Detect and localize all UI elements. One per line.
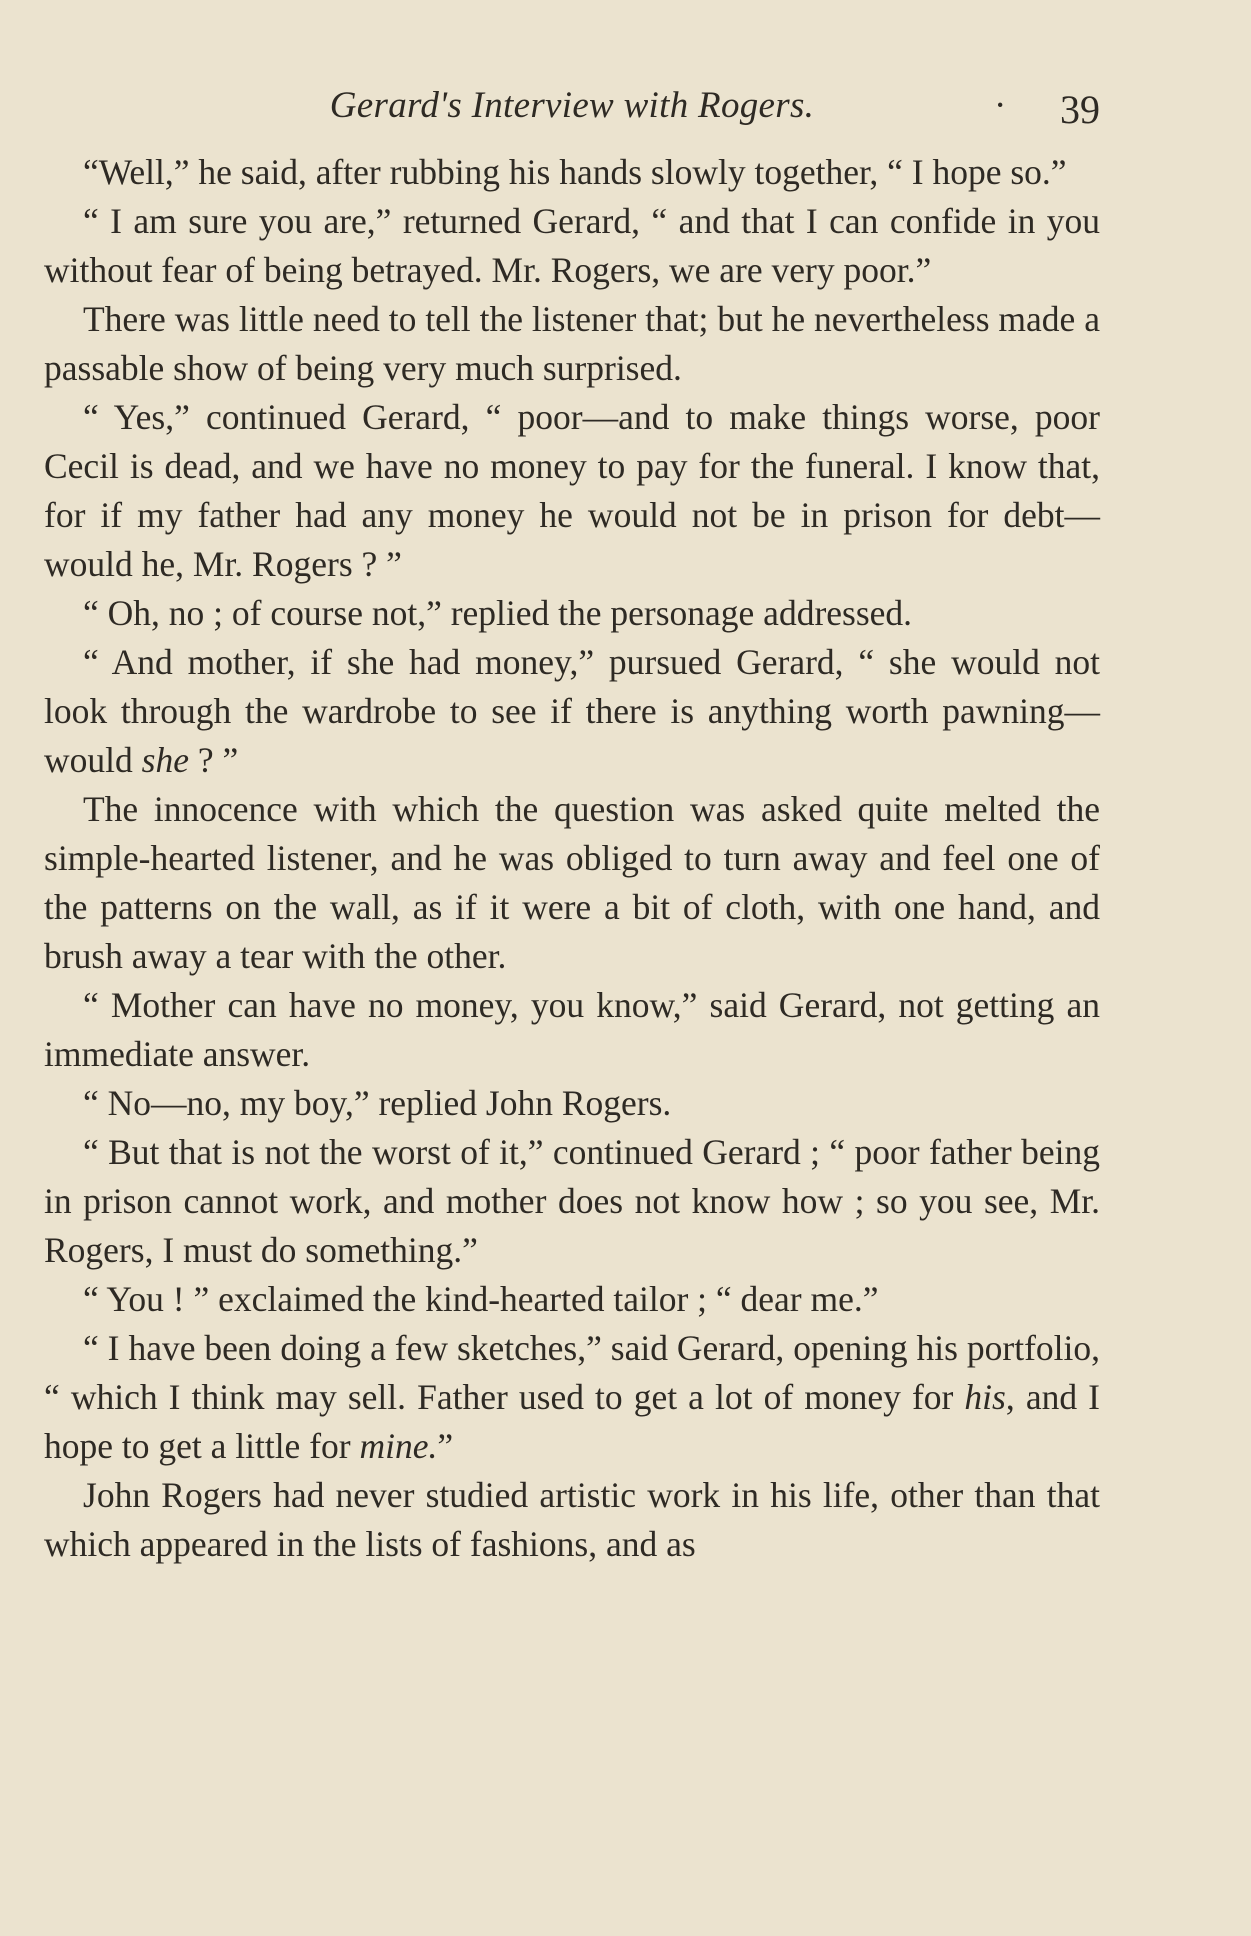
paragraph: “ Yes,” continued Gerard, “ poor—and to make things worse, poor Cecil is dead, and we have no money to pay for the funeral. I know that, for if my father had any money he would not be in prison for debt—would he, Mr. Rogers ? ” bbox=[44, 397, 1100, 584]
italic-word: his bbox=[964, 1377, 1006, 1417]
paragraph: “ You ! ” exclaimed the kind-hearted tailor ; “ dear me.” bbox=[83, 1279, 879, 1319]
paragraph: There was little need to tell the listener that; but he nevertheless made a passable show of being very much surprised. bbox=[44, 299, 1100, 388]
running-head bbox=[44, 84, 1100, 142]
paragraph: “ No—no, my boy,” replied John Rogers. bbox=[83, 1083, 672, 1123]
paragraph: “ I am sure you are,” returned Gerard, “ and that I can confide in you without fear of being betrayed. Mr. Rogers, we are very poor.” bbox=[44, 201, 1100, 290]
paragraph: “ Oh, no ; of course not,” replied the personage addressed. bbox=[83, 593, 913, 633]
page-number: 39 bbox=[1060, 87, 1100, 132]
paragraph: “ But that is not the worst of it,” continued Gerard ; “ poor father being in prison cannot work, and mother does not know how ; so you see, Mr. Rogers, I must do something.” bbox=[44, 1132, 1100, 1270]
book-page bbox=[44, 84, 1100, 1884]
running-title: Gerard's Interview with Rogers. bbox=[329, 85, 815, 126]
running-head-dot: · bbox=[994, 85, 1007, 126]
paragraph: “ Mother can have no money, you know,” said Gerard, not getting an immediate answer. bbox=[44, 985, 1100, 1074]
paragraph: The innocence with which the question was asked quite melted the simple-hearted listener, and he was obliged to turn away and feel one of the patterns on the wall, as if it were a bit of cloth, with one hand, and brush away a tear with the other. bbox=[44, 789, 1100, 976]
body-text bbox=[44, 148, 1100, 1569]
paragraph: “Well,” he said, after rubbing his hands slowly together, “ I hope so.” bbox=[83, 152, 1067, 192]
italic-word: she bbox=[141, 740, 189, 780]
paragraph: “ And mother, if she had money,” pursued Gerard, “ she would not look through the wardrobe to see if there is anything worth pawning—would she ? ” bbox=[44, 642, 1100, 780]
italic-word: mine. bbox=[359, 1426, 438, 1466]
paragraph: John Rogers had never studied artistic work in his life, other than that which appeared in the lists of fashions, and as bbox=[44, 1475, 1100, 1564]
paragraph: “ I have been doing a few sketches,” said Gerard, opening his portfolio, “ which I think may sell. Father used to get a lot of money for his, and I hope to get a little for mine.” bbox=[44, 1328, 1100, 1466]
